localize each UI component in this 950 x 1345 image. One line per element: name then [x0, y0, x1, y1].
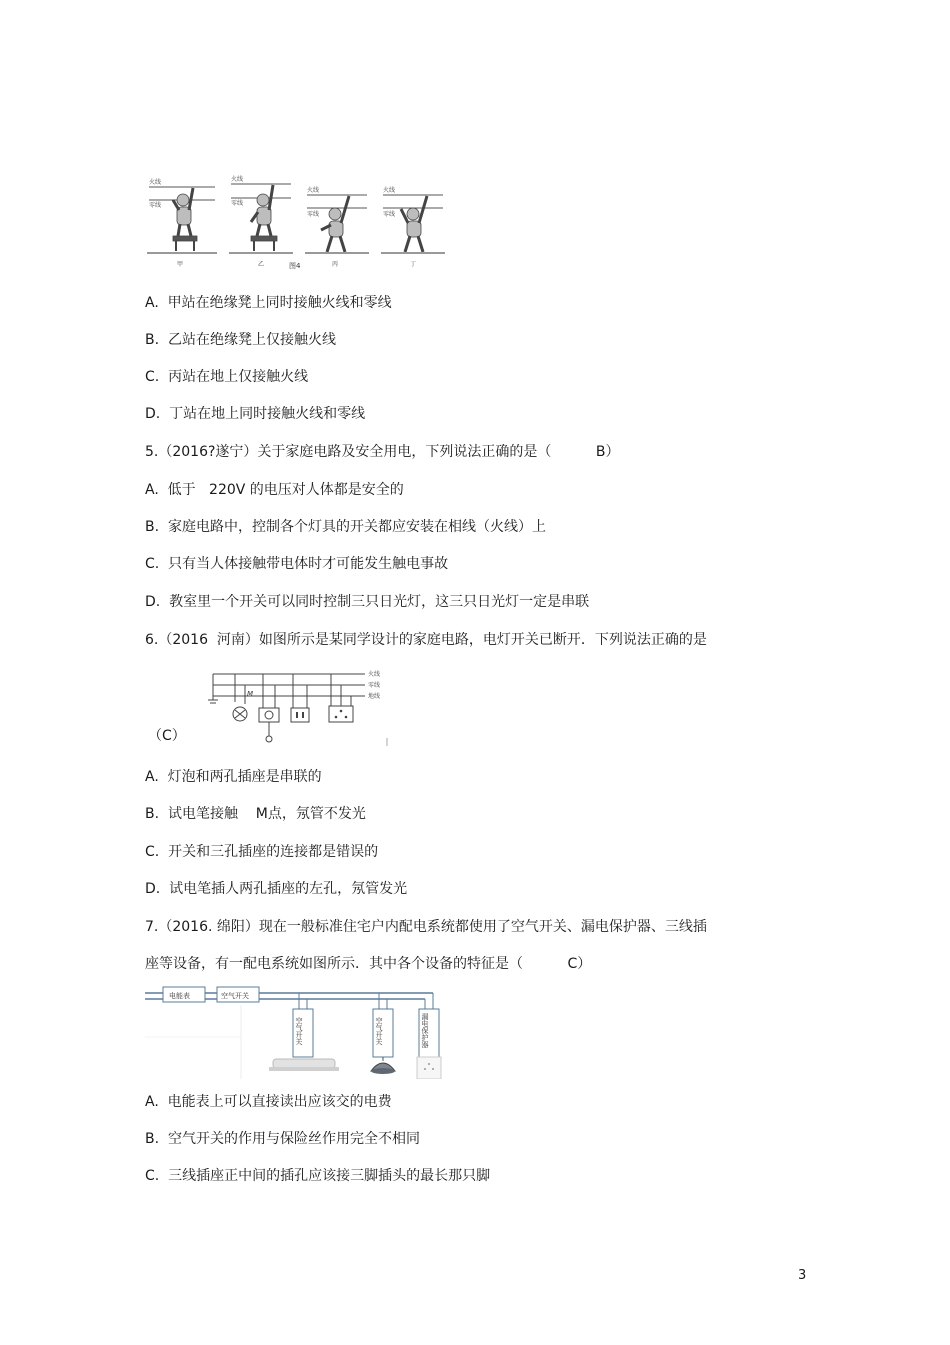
q5-option-a: A. 低于 220V 的电压对人体都是安全的	[145, 482, 404, 498]
q6-stem: 6.（2016 河南）如图所示是某同学设计的家庭电路，电灯开关已断开．下列说法正确的是	[145, 632, 707, 648]
label-live: 火线	[149, 179, 162, 186]
q5-stem: 5.（2016?遂宁）关于家庭电路及安全用电，下列说法正确的是（ B）	[145, 444, 620, 460]
panel-name: 甲	[177, 261, 184, 268]
figure-caption: 图4	[289, 262, 301, 270]
panel-name: 丁	[410, 261, 417, 268]
panel-ding	[381, 186, 445, 268]
q6-option-c: C. 开关和三孔插座的连接都是错误的	[145, 844, 379, 860]
label-neutral: 零线	[307, 211, 320, 218]
q6-option-d: D. 试电笔插人两孔插座的左孔，氖管发光	[145, 881, 408, 897]
panel-name: 丙	[332, 261, 339, 268]
q4-option-a: A. 甲站在绝缘凳上同时接触火线和零线	[145, 295, 392, 311]
q7-option-c: C. 三线插座正中间的插孔应该接三脚插头的最长那只脚	[145, 1168, 491, 1184]
q4-option-c: C. 丙站在地上仅接触火线	[145, 369, 309, 385]
label-ground-wire: 地线	[368, 693, 381, 700]
figure-4-electric-shock	[145, 172, 447, 272]
q7-distribution-figure	[145, 983, 455, 1079]
switch2-label: 空气开关	[375, 1017, 383, 1045]
label-live: 火线	[383, 187, 396, 194]
panel-yi	[229, 175, 293, 268]
label-live: 火线	[231, 176, 244, 183]
main-switch-label: 空气开关	[221, 992, 249, 1000]
panel-bing	[305, 186, 369, 268]
page-number: 3	[798, 1268, 807, 1283]
q6-option-b: B. 试电笔接触 M点，氖管不发光	[145, 806, 366, 822]
q6-answer: （C）	[148, 728, 186, 744]
panel-jia	[147, 178, 217, 268]
q6-option-a: A. 灯泡和两孔插座是串联的	[145, 769, 322, 785]
point-m-label: M	[247, 690, 254, 698]
label-neutral-wire: 零线	[368, 682, 381, 689]
q4-option-b: B. 乙站在绝缘凳上仅接触火线	[145, 332, 336, 348]
q5-option-b: B. 家庭电路中，控制各个灯具的开关都应安装在相线（火线）上	[145, 519, 546, 535]
meter-label: 电能表	[169, 992, 190, 1000]
q7-stem-line1: 7.（2016. 绵阳）现在一般标准住宅户内配电系统都使用了空气开关、漏电保护器、三线插	[145, 919, 707, 935]
q5-option-d: D. 教室里一个开关可以同时控制三只日光灯，这三只日光灯一定是串联	[145, 594, 590, 610]
q7-option-b: B. 空气开关的作用与保险丝作用完全不相同	[145, 1131, 420, 1147]
label-live-wire: 火线	[368, 671, 381, 678]
label-live: 火线	[307, 187, 320, 194]
label-neutral: 零线	[231, 200, 244, 207]
panel-name: 乙	[258, 261, 265, 268]
switch1-label: 空气开关	[295, 1017, 303, 1045]
label-neutral: 零线	[383, 211, 396, 218]
q4-option-d: D. 丁站在地上同时接触火线和零线	[145, 406, 366, 422]
q7-stem-line2: 座等设备，有一配电系统如图所示．其中各个设备的特征是（ C）	[145, 956, 592, 972]
q5-option-c: C. 只有当人体接触带电体时才可能发生触电事故	[145, 556, 449, 572]
label-neutral: 零线	[149, 202, 162, 209]
q6-circuit-figure	[205, 666, 395, 750]
q7-option-a: A. 电能表上可以直接读出应该交的电费	[145, 1094, 392, 1110]
protector-label: 漏电保护器	[421, 1013, 429, 1048]
